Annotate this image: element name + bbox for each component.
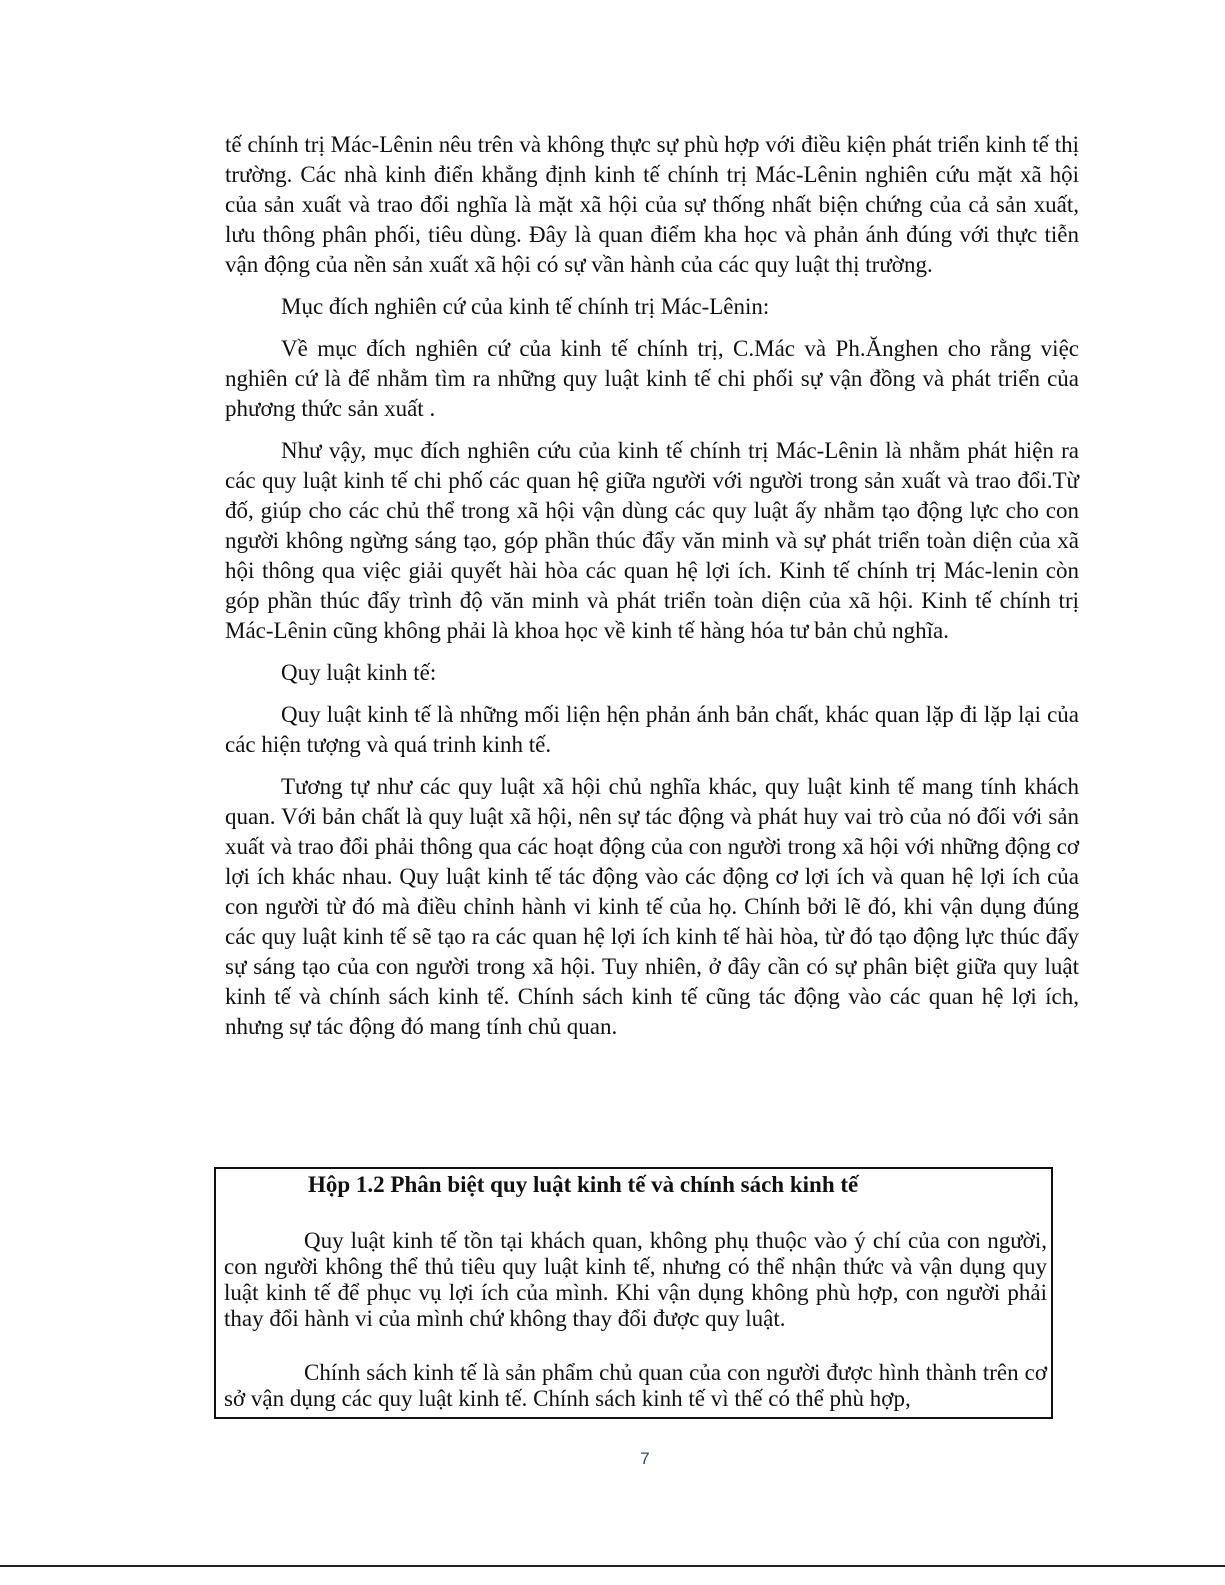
paragraph-5: Quy luật kinh tế: xyxy=(281,660,437,685)
info-box-content xyxy=(224,1169,1047,1412)
page-number: 7 xyxy=(640,1449,650,1468)
info-box-paragraph-1: Quy luật kinh tế tồn tại khách quan, không phụ thuộc vào ý chí của con người, con người không thể thủ tiêu quy luật kinh tế, nhưng có thể nhận thức và vận dụng quy luật kinh tế để phục vụ lợi ích của mình. Khi vận dụng không phù hợp, con người phải thay đổi hành vi của mình chứ không thay đổi được quy luật. xyxy=(224,1228,1047,1331)
paragraph-1: tế chính trị Mác-Lênin nêu trên và không thực sự phù hợp với điều kiện phát triển kinh tế thị trường. Các nhà kinh điển khẳng định kinh tế chính trị Mác-Lênin nghiên cứu mặt xã hội của sản xuất và trao đổi nghĩa là mặt xã hội của sự thống nhất biện chứng của cả sản xuất, lưu thông phân phối, tiêu dùng. Đây là quan điểm kha học và phản ánh đúng với thực tiễn vận động của nền sản xuất xã hội có sự vần hành của các quy luật thị trường. xyxy=(225,132,1079,277)
bottom-divider xyxy=(0,1565,1225,1567)
paragraph-7: Tương tự như các quy luật xã hội chủ nghĩa khác, quy luật kinh tế mang tính khách quan. Với bản chất là quy luật xã hội, nên sự tác động và phát huy vai trò của nó đối với sản xuất và trao đổi phải thông qua các hoạt động của con người trong xã hội với những động cơ lợi ích khác nhau. Quy luật kinh tế tác động vào các động cơ lợi ích và quan hệ lợi ích của con người từ đó mà điều chỉnh hành vi kinh tế của họ. Chính bởi lẽ đó, khi vận dụng đúng các quy luật kinh tế sẽ tạo ra các quan hệ lợi ích kinh tế hài hòa, từ đó tạo động lực thúc đẩy sự sáng tạo của con người trong xã hội. Tuy nhiên, ở đây cần có sự phân biệt giữa quy luật kinh tế và chính sách kinh tế. Chính sách kinh tế cũng tác động vào các quan hệ lợi ích, nhưng sự tác động đó mang tính chủ quan. xyxy=(225,774,1079,1039)
body-text xyxy=(225,130,1079,1042)
info-box-title: Hộp 1.2 Phân biệt quy luật kinh tế và chính sách kinh tế xyxy=(308,1172,859,1197)
paragraph-6: Quy luật kinh tế là những mối liện hện phản ánh bản chất, khác quan lặp đi lặp lại của các hiện tượng và quá trinh kinh tế. xyxy=(225,702,1079,757)
paragraph-3: Về mục đích nghiên cứ của kinh tế chính trị, C.Mác và Ph.Ănghen cho rằng việc nghiên cứ là để nhằm tìm ra những quy luật kinh tế chi phối sự vận đồng và phát triển của phương thức sản xuất . xyxy=(225,336,1079,421)
info-box-paragraph-2: Chính sách kinh tế là sản phẩm chủ quan của con người được hình thành trên cơ sở vận dụng các quy luật kinh tế. Chính sách kinh tế vì thế có thể phù hợp, xyxy=(224,1360,1047,1411)
paragraph-2: Mục đích nghiên cứ của kinh tế chính trị Mác-Lênin: xyxy=(281,294,770,319)
paragraph-4: Như vậy, mục đích nghiên cứu của kinh tế chính trị Mác-Lênin là nhằm phát hiện ra các quy luật kinh tế chi phố các quan hệ giữa người với người trong sản xuất và trao đổi.Từ đố, giúp cho các chủ thể trong xã hội vận dùng các quy luật ấy nhằm tạo động lực cho con người không ngừng sáng tạo, góp phần thúc đẩy văn minh và sự phát triển toàn diện của xã hội thông qua việc giải quyết hài hòa các quan hệ lợi ích. Kinh tế chính trị Mác-lenin còn góp phần thúc đẩy trình độ văn minh và phát triển toàn diện của xã hội. Kinh tế chính trị Mác-Lênin cũng không phải là khoa học về kinh tế hàng hóa tư bản chủ nghĩa. xyxy=(225,438,1079,643)
info-box xyxy=(214,1167,1053,1419)
